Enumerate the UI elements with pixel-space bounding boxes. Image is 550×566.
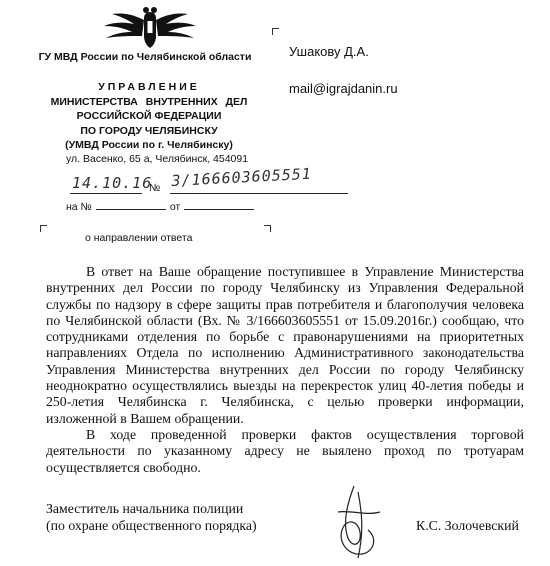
- recipient-block: [289, 42, 398, 98]
- letter-body: [46, 264, 524, 476]
- department-address: ул. Васенко, 65 а, Челябинск, 454091: [66, 153, 249, 165]
- na-label: на №: [66, 201, 92, 213]
- recipient-email: mail@igrajdanin.ru: [289, 81, 398, 96]
- emblem-icon: [100, 6, 200, 50]
- org-top-title: ГУ МВД России по Челябинской области: [38, 51, 252, 63]
- handwritten-date: 14.10.16: [72, 174, 153, 192]
- department-line: МИНИСТЕРСТВА ВНУТРЕННИХ ДЕЛ: [50, 95, 248, 108]
- signature-icon: [318, 482, 398, 562]
- department-line: РОССИЙСКОЙ ФЕДЕРАЦИИ: [76, 110, 222, 122]
- department-line: УПРАВЛЕНИЕ: [98, 81, 200, 93]
- ot-label: от: [169, 201, 181, 213]
- ot-blank: [184, 209, 254, 210]
- handwritten-number: 3/166603605551: [171, 164, 313, 190]
- corner-mark: [272, 28, 279, 35]
- signer-name: К.С. Золочевский: [416, 518, 519, 533]
- signer-title-line: Заместитель начальника полиции: [46, 501, 244, 516]
- recipient-name: Ушакову Д.А.: [289, 44, 369, 59]
- signer-title-line: (по охране общественного порядка): [46, 518, 257, 533]
- department-line: ПО ГОРОДУ ЧЕЛЯБИНСКУ: [80, 124, 218, 137]
- na-blank: [96, 209, 166, 210]
- date-underline: [70, 193, 142, 194]
- body-paragraph: В ходе проведенной проверки фактов осуществления торговой деятельности по указанному адресу не выялено проход по тротуарам осуществляется свободно.: [46, 426, 524, 475]
- number-underline: [170, 193, 348, 194]
- signer-title: [46, 500, 257, 534]
- subject-line: о направлении ответа: [85, 232, 193, 244]
- reference-row: [66, 201, 254, 213]
- department-block: [20, 80, 278, 153]
- corner-mark: [40, 225, 47, 232]
- department-line: (УМВД России по г. Челябинску): [65, 139, 233, 151]
- corner-mark: [264, 225, 271, 232]
- number-label: №: [149, 182, 161, 194]
- body-paragraph: В ответ на Ваше обращение поступившее в Управление Министерства внутренних дел России по городу Челябинску из Управления Федеральной службы по надзору в сфере защиты прав потребителя и благополучия человека по Челябинской области (Вх. № 3/166603605551 от 15.09.2016г.) сообщаю, что сотрудниками отделения по борьбе с правонарушениями на приоритетных направлениях Отдела по исполнению Административного законодательства Управления Министерства внутренних дел России по городу Челябинску неоднократно осуществлялись выезды на перекресток улиц 40-летия победы и 250-летия Челябинска г. Челябинска, с целью проверки информации, изложенной в Вашем обращении.: [46, 264, 524, 426]
